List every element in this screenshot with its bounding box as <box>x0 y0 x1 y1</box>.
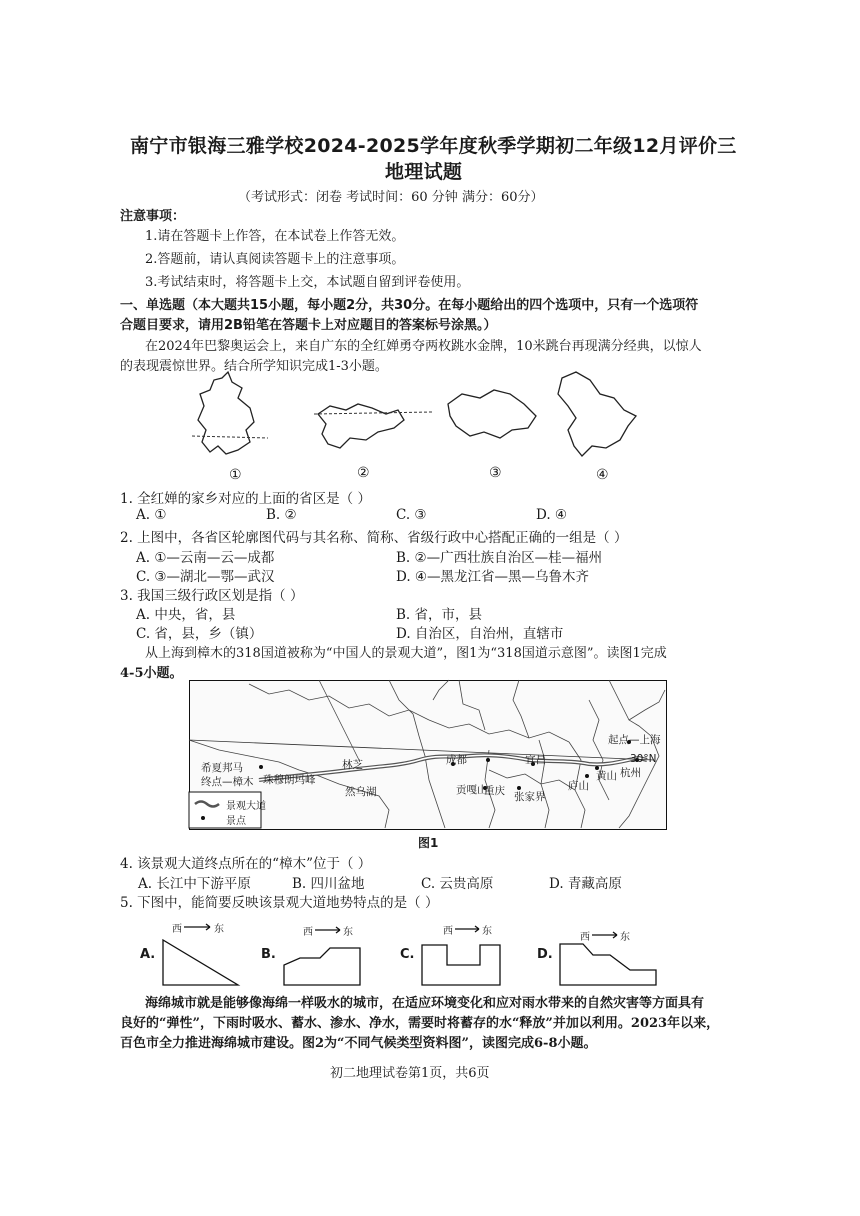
question-1-option-b: B. ② <box>266 507 297 523</box>
intro-paragraph-1: 在2024年巴黎奥运会上，来自广东的全红婵勇夺两枚跳水金牌，10米跳台再现满分经典，以惊人 <box>145 339 702 354</box>
question-5-option-c: C. <box>400 947 415 962</box>
map-label-zhangjiajie: 张家界 <box>514 791 546 803</box>
intro-paragraph-3-line2: 良好的“弹性”，下雨时吸水、蓄水、渗水、净水，需要时将蓄存的水“释放”并加以利用。2023年以来， <box>120 1016 720 1031</box>
province-label-3: ③ <box>489 465 502 481</box>
legend-scenic-point: 景点 <box>226 816 246 827</box>
question-1-stem: 1. 全红婵的家乡对应的上面的省区是（ ） <box>120 491 371 507</box>
note-item-3: 3.考试结束时，将答题卡上交，本试题自留到评卷使用。 <box>145 275 470 290</box>
province-label-4: ④ <box>596 467 609 483</box>
question-2-option-b: B. ②—广西壮族自治区—桂—福州 <box>396 550 603 566</box>
question-3-option-d: D. 自治区，自治州，直辖市 <box>396 626 564 642</box>
map-label-chongqing: 重庆 <box>484 785 505 797</box>
profile-a-east: 东 <box>214 924 224 935</box>
question-5-option-a: A. <box>140 947 156 962</box>
map-label-ranwu: 然乌湖 <box>345 786 377 798</box>
map-label-xixiabangma: 希夏邦马 <box>201 762 243 774</box>
question-3-option-c: C. 省，县，乡（镇） <box>136 626 263 642</box>
map-label-everest: 珠穆朗玛峰 <box>263 774 316 786</box>
map-label-latitude: 30°N <box>630 753 657 765</box>
question-1-option-c: C. ③ <box>396 507 427 523</box>
province-label-1: ① <box>229 467 242 483</box>
map-label-lushan: 庐山 <box>568 780 589 792</box>
question-3-option-b: B. 省，市，县 <box>396 607 483 623</box>
legend-scenic-road: 景观大道 <box>226 801 266 812</box>
profile-c <box>422 945 500 985</box>
question-1-option-a: A. ① <box>136 507 167 523</box>
exam-title: 南宁市银海三雅学校2024-2025学年度秋季学期初二年级12月评价三 <box>130 135 737 157</box>
question-4-option-c: C. 云贵高原 <box>421 876 494 892</box>
map-label-end: 终点—樟木 <box>201 776 254 788</box>
section-instructions: 合题目要求，请用2B铅笔在答题卡上对应题目的答案标号涂黑。） <box>120 318 497 333</box>
question-4-option-a: A. 长江中下游平原 <box>138 876 251 892</box>
question-3-stem: 3. 我国三级行政区划是指（ ） <box>120 588 304 604</box>
map-label-hangzhou: 杭州 <box>620 767 641 779</box>
map-label-linzhi: 林芝 <box>342 759 363 771</box>
notes-heading: 注意事项： <box>120 209 186 224</box>
profile-d-east: 东 <box>620 932 630 943</box>
map-label-huangshan: 黄山 <box>596 770 617 782</box>
province-label-2: ② <box>357 465 370 481</box>
profile-c-west: 西 <box>443 926 453 937</box>
map-label-chengdu: 成都 <box>446 754 467 766</box>
profile-c-east: 东 <box>482 926 492 937</box>
note-item-2: 2.答题前，请认真阅读答题卡上的注意事项。 <box>145 252 405 267</box>
question-5-stem: 5. 下图中，能简要反映该景观大道地势特点的是（ ） <box>120 895 439 911</box>
question-1-option-d: D. ④ <box>536 507 568 523</box>
profile-a-west: 西 <box>172 924 182 935</box>
question-4-option-d: D. 青藏高原 <box>549 876 622 892</box>
note-item-1: 1.请在答题卡上作答，在本试卷上作答无效。 <box>145 229 405 244</box>
exam-info: （考试形式：闭卷 考试时间：60 分钟 满分：60分） <box>238 190 544 205</box>
map-label-gongga: 贡嘎山 <box>456 784 488 796</box>
question-3-option-a: A. 中央，省，县 <box>136 607 236 623</box>
profile-b-east: 东 <box>343 927 353 938</box>
intro-paragraph-2: 从上海到樟木的318国道被称为“中国人的景观大道”，图1为“318国道示意图”。读图1完成 <box>145 646 667 661</box>
question-2-option-c: C. ③—湖北—鄂—武汉 <box>136 569 275 585</box>
question-2-option-a: A. ①—云南—云—成都 <box>136 550 275 566</box>
question-4-option-b: B. 四川盆地 <box>292 876 365 892</box>
question-4-stem: 4. 该景观大道终点所在的“樟木”位于（ ） <box>120 856 372 872</box>
exam-subject-title: 地理试题 <box>385 161 463 183</box>
question-5-option-d: D. <box>537 947 553 962</box>
question-2-stem: 2. 上图中，各省区轮廓图代码与其名称、简称、省级行政中心搭配正确的一组是（ ） <box>120 530 628 546</box>
profile-b-west: 西 <box>303 927 313 938</box>
map-label-yichang: 宜昌 <box>525 754 546 766</box>
figure-1-caption: 图1 <box>418 836 439 850</box>
question-5-option-b: B. <box>261 947 276 962</box>
map-label-start: 起点—上海 <box>608 734 661 746</box>
profile-b <box>284 948 360 985</box>
intro-paragraph-1-cont: 的表现震惊世界。结合所学知识完成1-3小题。 <box>120 359 388 374</box>
profile-d <box>560 944 656 985</box>
page-footer: 初二地理试卷第1页，共6页 <box>330 1066 490 1081</box>
profile-a <box>163 940 238 985</box>
intro-paragraph-3: 海绵城市就是能够像海绵一样吸水的城市，在适应环境变化和应对雨水带来的自然灾害等方面具有 <box>145 996 705 1011</box>
question-2-option-d: D. ④—黑龙江省—黑—乌鲁木齐 <box>396 569 590 585</box>
intro-paragraph-3-line3: 百色市全力推进海绵城市建设。图2为“不同气候类型资料图”，读图完成6-8小题。 <box>120 1036 597 1051</box>
intro-paragraph-2-cont: 4-5小题。 <box>120 666 183 681</box>
profile-d-west: 西 <box>580 932 590 943</box>
section-heading: 一、单选题（本大题共15小题，每小题2分，共30分。在每小题给出的四个选项中，只有一个选项符 <box>120 298 699 313</box>
